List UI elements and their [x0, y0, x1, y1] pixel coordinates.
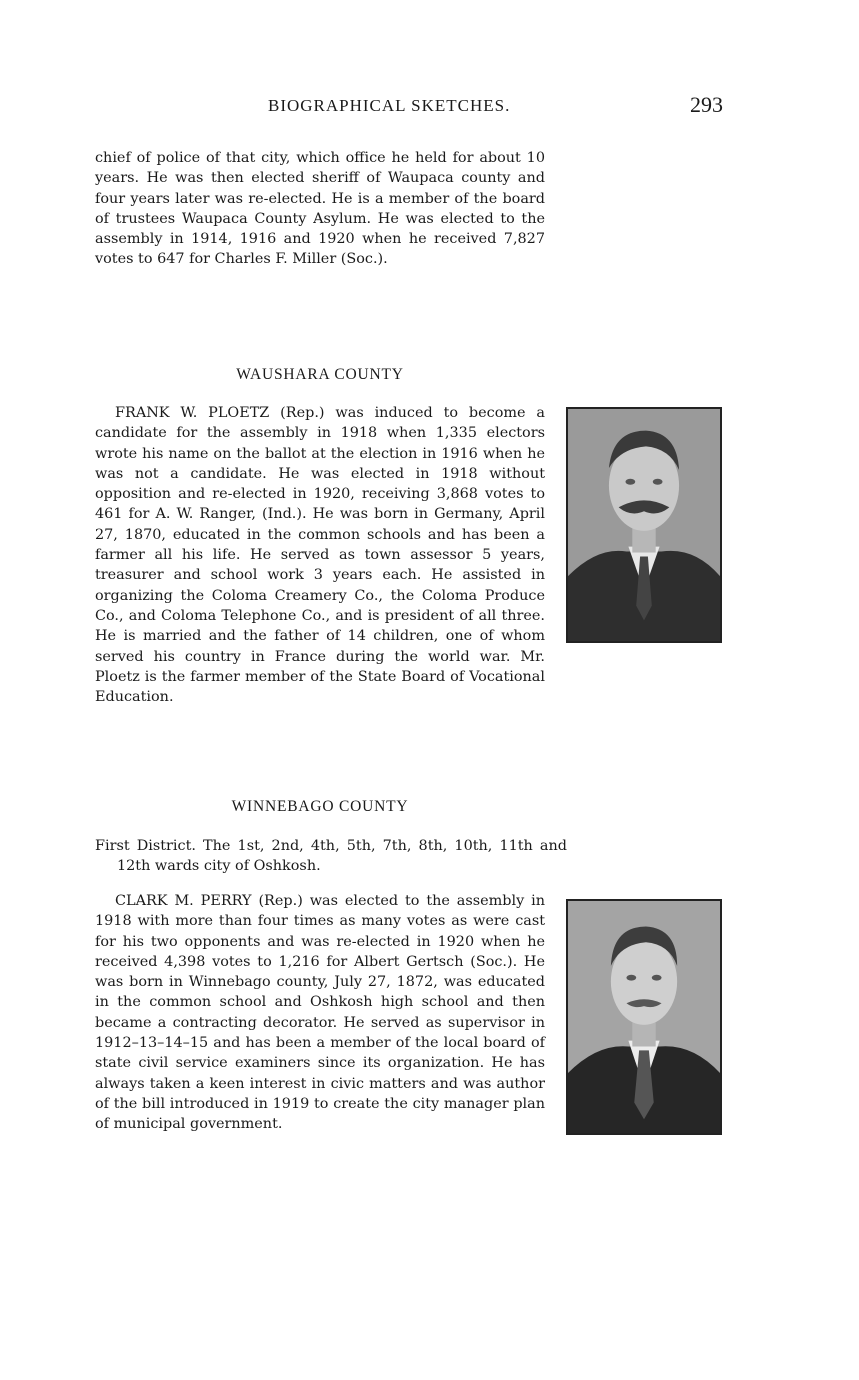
section-heading-waushara: WAUSHARA COUNTY — [236, 366, 404, 383]
bio-frank-ploetz: FRANK W. PLOETZ (Rep.) was induced to become a candidate for the assembly in 1918 when 1,335 electors wrote his name on the ballot at the election in 1916 when he was not a candidate. He was elected in 1918 without opposition and re-elected in 1920, receiving 3,868 votes to 461 for A. W. Ranger, (Ind.). He was born in Germany, April 27, 1870, educated in the common schools and has been a farmer all his life. He served as town assessor 5 years, treasurer and school work 3 years each. He assisted in organizing the Coloma Creamery Co., the Coloma Produce Co., and Coloma Telephone Co., and is president of all three. He is married and the father of 14 children, one of whom served his country in France during the world war. Mr. Ploetz is the farmer member of the State Board of Vocational Education. — [95, 405, 545, 706]
running-head: BIOGRAPHICAL SKETCHES. — [268, 96, 511, 115]
section-heading-winnebago: WINNEBAGO COUNTY — [231, 798, 409, 815]
page-number: 293 — [690, 92, 723, 117]
portrait-clark-perry — [566, 899, 722, 1135]
bio-clark-perry: CLARK M. PERRY (Rep.) was elected to the assembly in 1918 with more than four times as many votes as were cast for his two opponents and was re-elected in 1920 when he received 4,398 votes to 1,216 for Albert Gertsch (Soc.). He was born in Winnebago county, July 27, 1872, was educated in the common school and Oshkosh high school and then became a contracting decorator. He served as supervisor in 1912–13–14–15 and has been a member of the local board of state civil service examiners since its organization. He has always taken a keen interest in civic matters and was author of the bill introduced in 1919 to create the city manager plan of municipal government. — [95, 893, 545, 1133]
portrait-frank-ploetz — [566, 407, 722, 643]
district-description: First District. The 1st, 2nd, 4th, 5th, 7th, 8th, 10th, 11th and 12th wards city of Oshkosh. — [95, 838, 567, 875]
page-header — [268, 92, 723, 122]
continuation-paragraph: chief of police of that city, which office he held for about 10 years. He was then elected sheriff of Waupaca county and four years later was re-elected. He is a member of the board of trustees Waupaca County Asylum. He was elected to the assembly in 1914, 1916 and 1920 when he received 7,827 votes to 647 for Charles F. Miller (Soc.). — [95, 150, 545, 268]
